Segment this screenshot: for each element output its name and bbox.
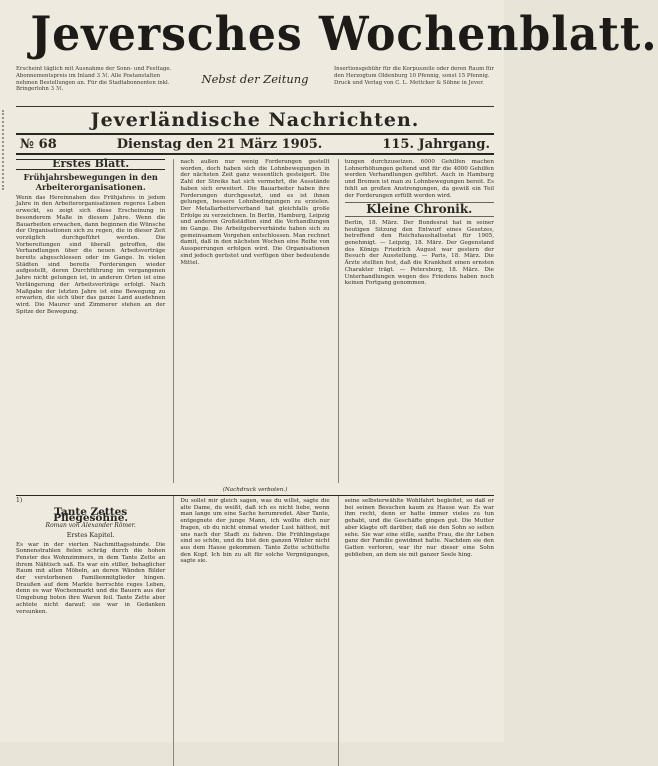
feuilleton-column-3 — [338, 496, 494, 766]
issue-date: Dienstag den 21 März 1905. — [116, 136, 323, 152]
column-1 — [16, 159, 165, 483]
chronik-body: Berlin, 18. März. Der Bundesrat hat in seiner heutigen Sitzung den Entwurf eines Gesetzes, betreffend den Reichshaushaltsetat für 1905, genehmigt. — Leipzig, 18. März. Der Gegenstand des Königs Friedrich August war gestern der Besuch der Ausstellung. — Paris, 18. März. Die Ärzte stellten fest, daß die Krankheit einen ernsten Charakter trägt. — Petersburg, 18. März. Die Unterhandlungen wegen des Friedens haben noch keinen Fortgang genommen. — [344, 219, 494, 287]
novel-body: Es war in der vierten Nachmittagsstunde. Die Sonnenstrahlen fielen schräg durch die hohen Fenster des Wohnzimmers, in dem Tante Zette an ihrem Nähtisch saß. Es war ein stiller, behaglicher Raum mit alten Möbeln, an deren Wänden Bilder der verstorbenen Familienmitglieder hingen. Draußen auf dem Markte herrschte reges Leben, denn es war Wochenmarkt und die Bauern aus der Umgebung boten ihre Waren feil. Tante Zette aber achtete nicht darauf; sie war in Gedanken versunken. — [16, 541, 166, 615]
subscription-info: Erscheint täglich mit Ausnahme der Sonn- und Festtage. Abonnementspreis im Inland 3 ℳ. Alle Postanstalten nehmen Bestellungen an. Für die Stadtabonnenten inkl. Bringerlohn 3 ℳ. — [16, 66, 172, 93]
article-body-continued: nach außen nur wenig Forderungen gestellt worden, doch haben sich die Lohnbewegungen in der nächsten Zeit ganz wesentlich gesteigert. Die Zahl der Streiks hat sich vermehrt, die Ausstände haben sich erweitert. Die Bauarbeiter haben ihre Forderungen durchgesetzt, und es ist ihnen gelungen, bessere Lohnbedingungen zu erzielen. Der Metallarbeiterverband hat gleichfalls große Erfolge zu verzeichnen. In Berlin, Hamburg, Leipzig und anderen Großstädten sind die Verhandlungen im Gange. Die Arbeitgeberverbände haben sich zu gemeinsamem Vorgehen entschlossen. Man rechnet damit, daß in den nächsten Wochen eine Reihe von Aussperrungen erfolgen wird. Die Organisationen sind jedoch gerüstet und verfügen über bedeutende Mittel. — [180, 159, 330, 266]
divider — [345, 216, 494, 217]
article-body: Wenn das Hereinnahen des Frühjahres in jedem Jahre in den Arbeiterorganisationen regeres Leben erweckt, so zeigt sich diese Erscheinung in besonderem Maße in diesem Jahre. Wenn die Bauarbeiten erwachen, dann beginnen die Wünsche der Organisationen sich zu regen, die in dieser Zeit vorzüglich durchgeführt werden. Die Vorbereitungen sind überall getroffen, die Verhandlungen über die neuen Arbeitsverträge bereits abgeschlossen oder im Gange. In vielen Städten sind bereits Forderungen wieder aufgestellt, deren Durchführung im vergangenen Jahre nicht gelungen ist, in anderen Orten ist eine Verlängerung der Arbeitsverträge erfolgt. Nach Maßgabe der letzten Jahre ist eine Bewegung zu erwarten, die sich über das ganze Land ausdehnen wird. Die Maurer und Zimmerer stehen an der Spitze der Bewegung. — [16, 194, 166, 315]
novel-body-continued: Du sollst mir gleich sagen, was du willst, sagte die alte Dame, du weißt, daß ich es nicht liebe, wenn man lange um eine Sache herumredet. Aber Tante, entgegnete der junge Mann, ich wollte dich nur fragen, ob du nicht einmal wieder Lust hättest, mit uns nach der Stadt zu fahren. Die Frühlingstage sind so schön, und du bist den ganzen Winter nicht aus dem Hause gekommen. Tante Zette schüttelte den Kopf. Ich bin zu alt für solche Vergnügungen, sagte sie. — [180, 498, 330, 565]
feuilleton-column-2 — [173, 496, 329, 766]
reprint-note: (Nachdruck verboten.) — [222, 487, 288, 493]
chronik-heading: Kleine Chronik. — [366, 202, 473, 217]
issue-number: № 68 — [20, 136, 57, 152]
masthead-subtitle: Jeverländische Nachrichten. — [16, 106, 494, 133]
scan-edge-mark — [2, 110, 10, 190]
advertising-info: Insertionsgebühr für die Korpuszeile oder deren Raum für den Herzogtum Oldenburg 10 Pfennig, sonst 15 Pfennig. Druck und Verlag von C. L. Mettcker & Söhne in Jever. — [334, 66, 494, 86]
novel-author: Roman von Alexander Römer. — [45, 522, 136, 530]
article-body-end: tungen durchzusetzen. 6000 Gehilfen machen Lohnerhöhungen geltend und für die 4000 Gehilfen werden Verhandlungen geführt. Auch in Hamburg und Bremen ist man zu Lohnbewegungen bereit. Es fehlt an großen Anstrengungen, da gewiß ein Teil der Forderungen erfüllt werden wird. — [344, 159, 494, 199]
masthead-info-row — [16, 66, 494, 106]
article-heading: Frühjahrsbewegungen in den Arbeiterorganisationen. — [23, 171, 158, 192]
volume-number: 115. Jahrgang. — [382, 136, 490, 152]
section-label: Erstes Blatt. — [16, 159, 165, 170]
novel-title: Tante Zettes Pflegesöhne. — [53, 505, 129, 525]
masthead-center-line: Nebst der Zeitung — [201, 72, 309, 86]
masthead-title: Jeversches Wochenblatt. — [30, 7, 658, 62]
column-2 — [173, 159, 329, 483]
top-columns — [16, 159, 494, 483]
column-3 — [338, 159, 494, 483]
novel-chapter: Erstes Kapitel. — [66, 530, 115, 539]
dateline — [16, 133, 494, 155]
footnote-marker: 1) — [16, 497, 23, 504]
feuilleton-section — [16, 495, 494, 766]
novel-body-end: seine selbsterwählte Wohlfahrt begleitet, so daß er bei seinen Besuchen kaum zu Hause war. Es war ihm recht, denn er hatte immer vieles zu tun gehabt, und die Geschäfte gingen gut. Die Mutter aber klagte oft darüber, daß sie den Sohn so selten sehe. Sie war eine stille, sanfte Frau, die ihr Leben ganz der Familie gewidmet hatte. Nachdem sie den Gatten verloren, war ihr nur dieser eine Sohn geblieben, an dem sie mit ganzer Seele hing. — [344, 498, 494, 558]
feuilleton-column-1 — [16, 496, 165, 766]
